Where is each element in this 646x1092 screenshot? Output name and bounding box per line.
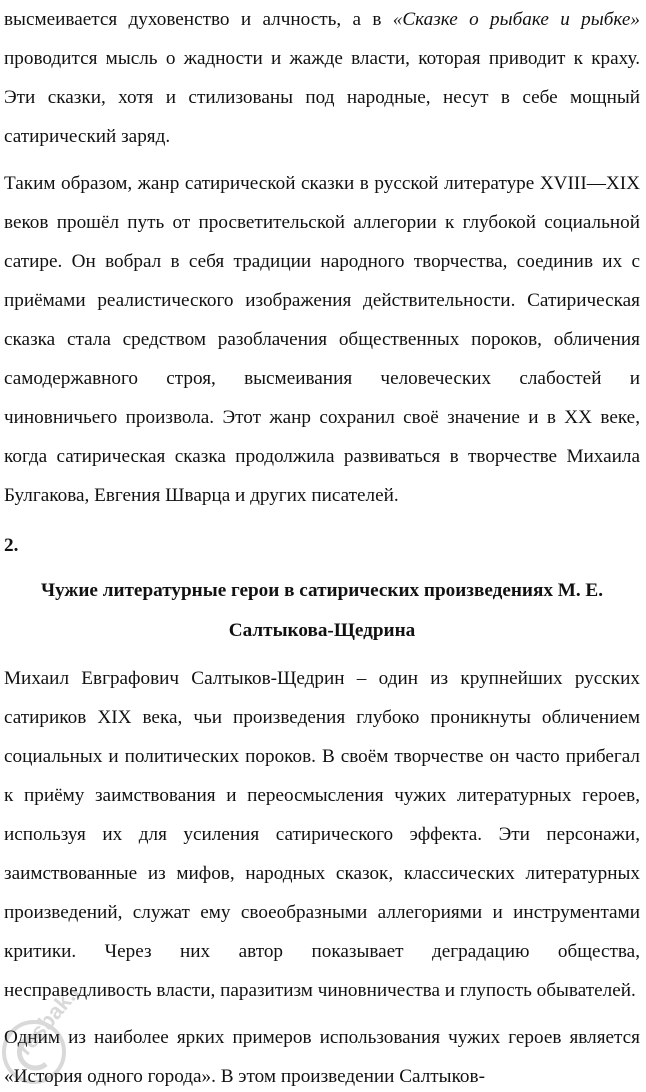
paragraph-history-of-town: Одним из наиболее ярких примеров использования чужих героев является «История одного города». В этом произведении Салтыков- <box>4 1027 640 1087</box>
section-heading <box>4 571 640 651</box>
section-heading-line-2: Салтыкова-Щедрина <box>228 620 416 641</box>
paragraph-conclusion: Таким образом, жанр сатирической сказки в русской литературе XVIII—XIX веков прошёл путь от просветительской аллегории к глубокой социальной сатире. Он вобрал в себя традиции народного творчества, соединив их с приёмами реалистического изображения действительности. Сатирическая сказка стала средством разоблачения общественных пороков, обличения самодержавного строя, высмеивания человеческих слабостей и чиновничьего произвола. Этот жанр сохранил своё значение и в XX веке, когда сатирическая сказка продолжила развиваться в творчестве Михаила Булгакова, Евгения Шварца и других писателей. <box>4 173 640 506</box>
paragraph-saltykov: Михаил Евграфович Салтыков-Щедрин – один из крупнейших русских сатириков XIX века, чьи произведения глубоко проникнуты обличением социальных и политических пороков. В своём творчестве он часто прибегал к приёму заимствования и переосмысления чужих литературных героев, используя их для усиления сатирического эффекта. Эти персонажи, заимствованные из мифов, народных сказок, классических литературных произведений, служат ему своеобразными аллегориями и инструментами критики. Через них автор показывает деградацию общества, несправедливость власти, паразитизм чиновничества и глупость обывателей. <box>4 668 640 1001</box>
paragraph-intro <box>4 0 640 156</box>
section-number: 2. <box>4 535 19 556</box>
paragraph-intro-text: высмеивается духовенство и алчность, а в <box>4 9 393 30</box>
watermark-text: resbak.ru <box>11 990 95 1060</box>
section-heading-line-1: Чужие литературные герои в сатирических произведениях М. Е. <box>40 580 604 601</box>
paragraph-intro-continuation: проводится мысль о жадности и жажде власти, которая приводит к краху. Эти сказки, хотя и стилизованы под народные, несут в себе мощный сатирический заряд. <box>4 48 640 147</box>
fairy-tale-title: «Сказке о рыбаке и рыбке» <box>392 9 640 30</box>
